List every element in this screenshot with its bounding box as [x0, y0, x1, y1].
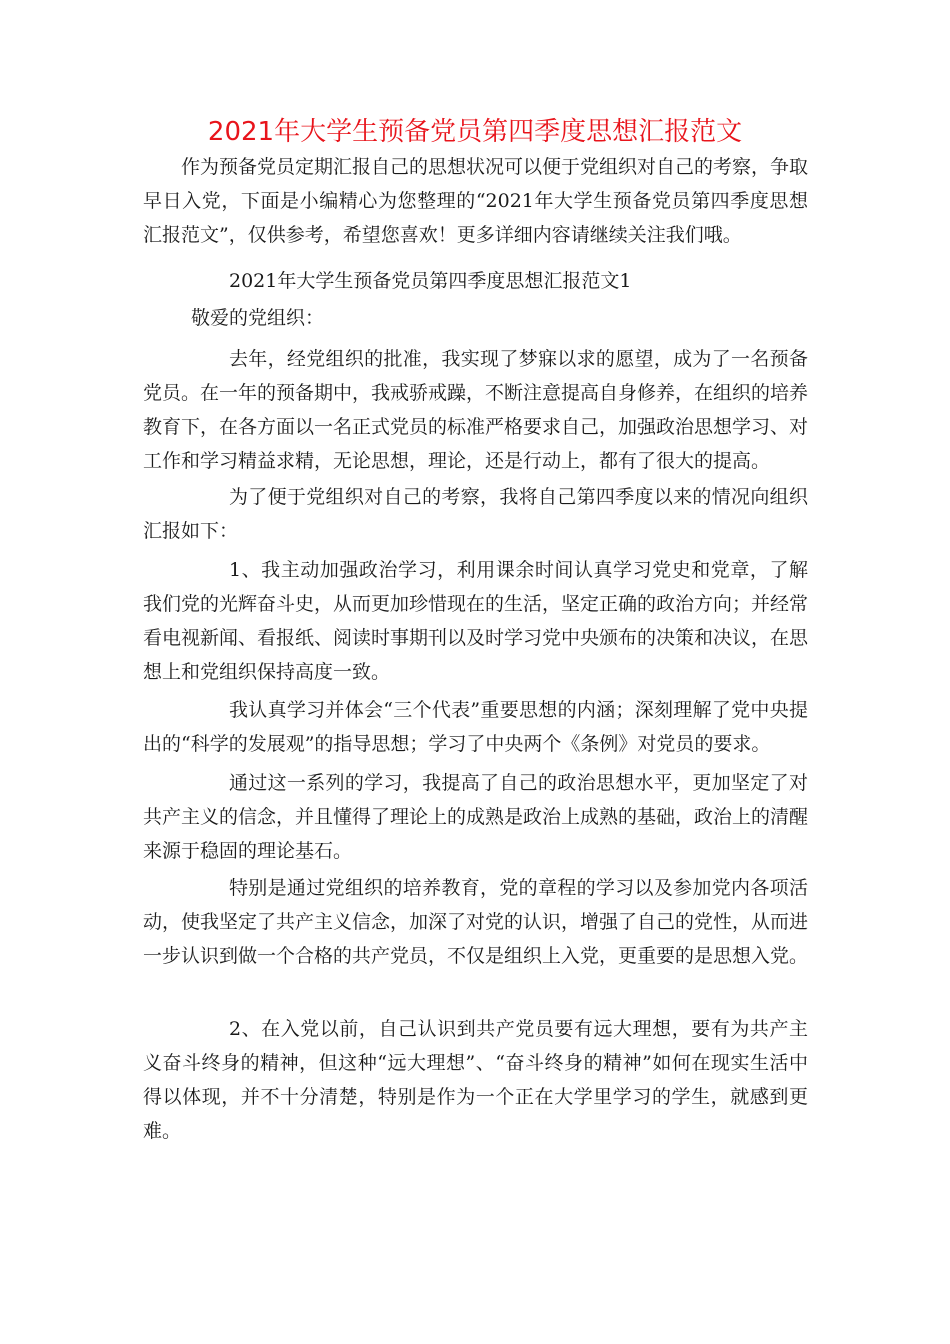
section-heading: 2021年大学生预备党员第四季度思想汇报范文1 — [229, 270, 632, 292]
document-title: 2021年大学生预备党员第四季度思想汇报范文 — [207, 117, 743, 147]
intro-paragraph: 作为预备党员定期汇报自己的思想状况可以便于党组织对自己的考察，争取早日入党，下面是小编精心为您整理的“2021年大学生预备党员第四季度思想汇报范文”，仅供参考，希望您喜欢！更多详细内容请继续关注我们哦。 — [143, 156, 809, 246]
body-paragraph: 我认真学习并体会“三个代表”重要思想的内涵；深刻理解了党中央提出的“科学的发展观”的指导思想；学习了中央两个《条例》对党员的要求。 — [143, 699, 808, 755]
body-paragraph: 去年，经党组织的批准，我实现了梦寐以求的愿望，成为了一名预备党员。在一年的预备期中，我戒骄戒躁，不断注意提高自身修养，在组织的培养教育下，在各方面以一名正式党员的标准严格要求自己，加强政治思想学习、对工作和学习精益求精，无论思想，理论，还是行动上，都有了很大的提高。 — [143, 348, 809, 472]
body-paragraph: 特别是通过党组织的培养教育，党的章程的学习以及参加党内各项活动，使我坚定了共产主义信念，加深了对党的认识，增强了自己的党性，从而进一步认识到做一个合格的共产党员，不仅是组织上入党，更重要的是思想入党。 — [143, 877, 809, 967]
body-paragraph: 通过这一系列的学习，我提高了自己的政治思想水平，更加坚定了对共产主义的信念，并且懂得了理论上的成熟是政治上成熟的基础，政治上的清醒来源于稳固的理论基石。 — [143, 772, 809, 862]
salutation: 敬爱的党组织： — [191, 307, 325, 329]
body-paragraph: 2、在入党以前，自己认识到共产党员要有远大理想，要有为共产主义奋斗终身的精神，但这种“远大理想”、“奋斗终身的精神”如何在现实生活中得以体现，并不十分清楚，特别是作为一个正在大学里学习的学生，就感到更难。 — [143, 1018, 808, 1142]
body-paragraph: 1、我主动加强政治学习，利用课余时间认真学习党史和党章，了解我们党的光辉奋斗史，从而更加珍惜现在的生活，坚定正确的政治方向；并经常看电视新闻、看报纸、阅读时事期刊以及时学习党中央颁布的决策和决议，在思想上和党组织保持高度一致。 — [143, 559, 809, 683]
body-paragraph: 为了便于党组织对自己的考察，我将自己第四季度以来的情况向组织汇报如下： — [143, 486, 808, 542]
